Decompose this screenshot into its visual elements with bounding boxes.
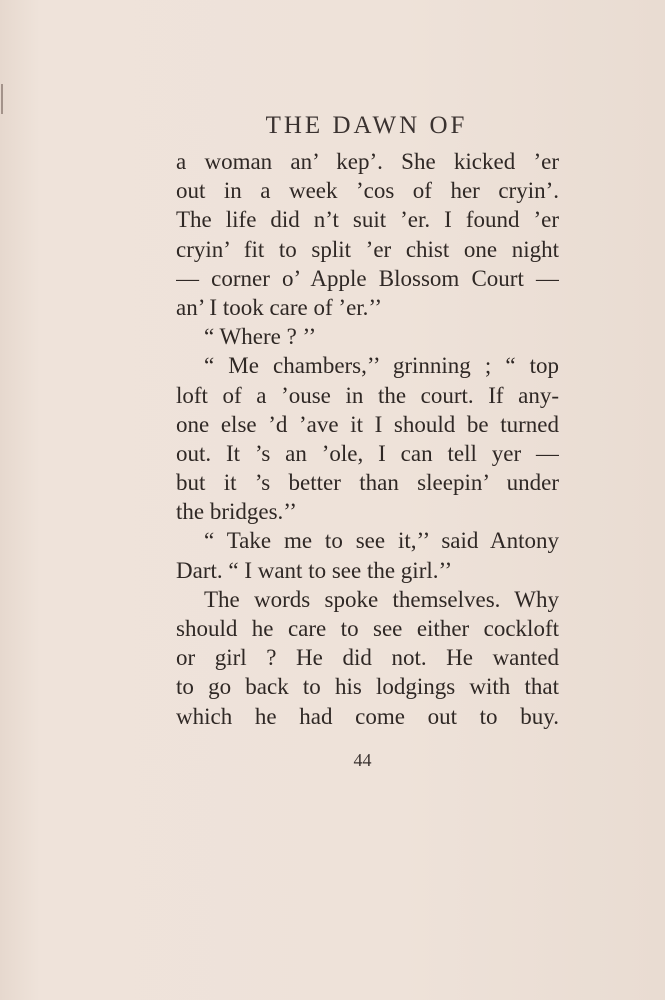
text-line: out. It ’s an ’ole, I can tell yer — (176, 440, 559, 466)
page-number: 44 (353, 750, 372, 770)
running-head: THE DAWN OF (265, 112, 468, 139)
text-line: to go back to his lodgings with that (176, 674, 559, 700)
text-line: “ Where ? ’’ (204, 324, 317, 350)
body-text (176, 147, 559, 731)
text-line: — corner o’ Apple Blossom Court — (176, 265, 559, 291)
text-line: but it ’s better than sleepin’ under (176, 470, 559, 496)
text-line: a woman an’ kep’. She kicked ’er (176, 149, 559, 174)
text-line: out in a week ’cos of her cryin’. (176, 178, 559, 204)
text-line: the bridges.’’ (176, 499, 297, 525)
text-line: The words spoke themselves. Why (204, 586, 559, 612)
text-line: loft of a ’ouse in the court. If any- (176, 382, 559, 408)
page-edge-mark (1, 84, 3, 114)
text-line: which he had come out to buy. (176, 703, 559, 729)
text-line: an’ I took care of ’er.’’ (176, 294, 383, 320)
text-line: “ Me chambers,’’ grinning ; “ top (204, 353, 559, 379)
text-line: should he care to see either cockloft (176, 616, 559, 641)
text-line: “ Take me to see it,’’ said Antony (204, 528, 559, 554)
text-line: Dart. “ I want to see the girl.’’ (176, 557, 453, 583)
text-line: one else ’d ’ave it I should be turned (176, 411, 559, 437)
text-line: The life did n’t suit ’er. I found ’er (176, 207, 559, 233)
text-line: cryin’ fit to split ’er chist one night (176, 236, 559, 262)
text-line: or girl ? He did not. He wanted (176, 645, 559, 671)
